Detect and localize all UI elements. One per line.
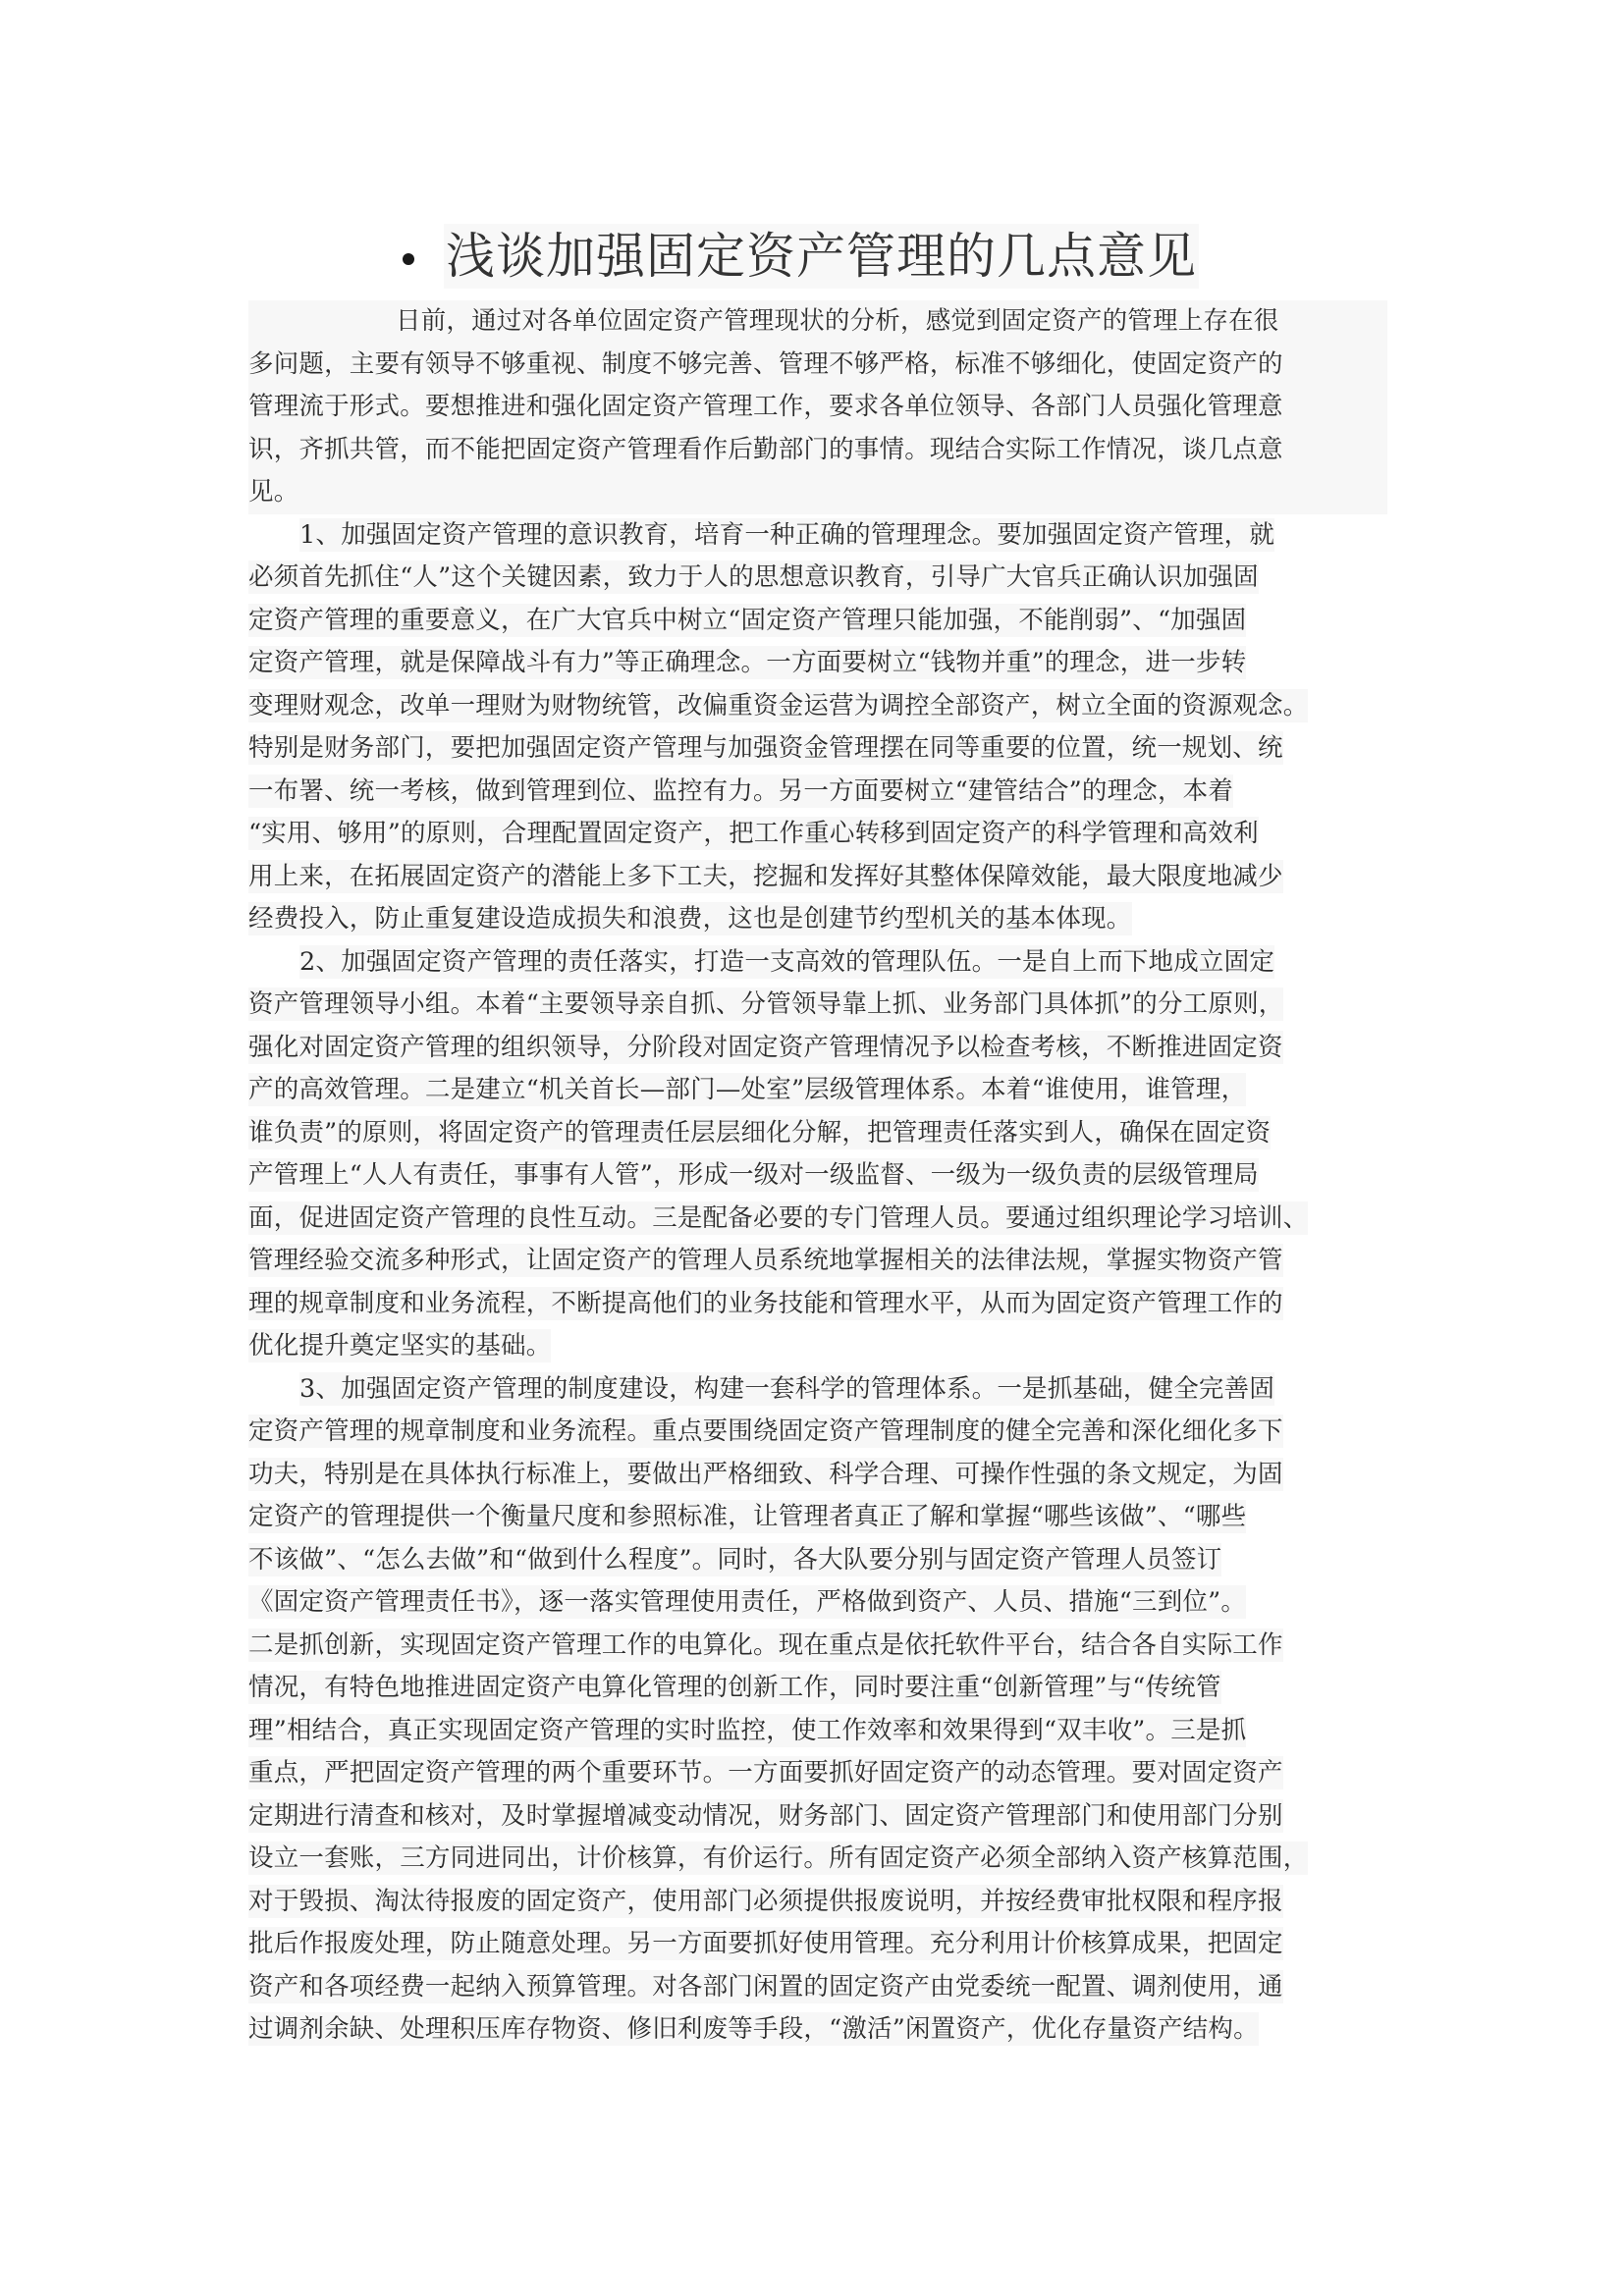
text-line-content: 强化对固定资产管理的组织领导，分阶段对固定资产管理情况予以检查考核，不断推进固定资 (248, 1032, 1283, 1062)
text-line-content: 设立一套账，三方同进同出，计价核算，有价运行。所有固定资产必须全部纳入资产核算范围， (248, 1843, 1309, 1873)
text-line-content: 必须首先抓住“人”这个关键因素，致力于人的思想意识教育，引导广大官兵正确认识加强固 (248, 562, 1259, 592)
text-line (248, 727, 1387, 771)
text-line (248, 1368, 1387, 1412)
text-line (248, 1198, 1387, 1241)
text-line (248, 685, 1387, 728)
text-line (248, 514, 1387, 558)
text-line-content: 对于毁损、淘汰待报废的固定资产，使用部门必须提供报废说明，并按经费审批权限和程序报 (248, 1886, 1283, 1916)
text-line-content: 产的高效管理。二是建立“机关首长—部门—处室”层级管理体系。本着“谁使用，谁管理， (248, 1075, 1247, 1104)
text-line-content: 不该做”、“怎么去做”和“做到什么程度”。同时，各大队要分别与固定资产管理人员签订 (248, 1544, 1222, 1575)
text-line (248, 1625, 1387, 1668)
document-title: 浅谈加强固定资产管理的几点意见 (444, 224, 1199, 289)
paragraph-intro (248, 300, 1387, 514)
bullet-icon (403, 253, 414, 265)
text-line (248, 2008, 1387, 2052)
text-line-content: 2、加强固定资产管理的责任落实，打造一支高效的管理队伍。一是自上而下地成立固定 (299, 946, 1275, 977)
text-line (248, 642, 1387, 685)
text-line (248, 1923, 1387, 1966)
text-line-content: 经费投入，防止重复建设造成损失和浪费，这也是创建节约型机关的基本体现。 (248, 904, 1132, 934)
text-line (248, 1710, 1387, 1753)
text-line: 见。 (248, 477, 299, 507)
text-line-content: 特别是财务部门，要把加强固定资产管理与加强资金管理摆在同等重要的位置，统一规划、统 (248, 733, 1283, 763)
text-line-content: 批后作报废处理，防止随意处理。另一方面要抓好使用管理。充分利用计价核算成果，把固定 (248, 1929, 1283, 1958)
text-line (248, 771, 1387, 814)
text-line-content: 变理财观念，改单一理财为财物统管，改偏重资金运营为调控全部资产，树立全面的资源观念。 (248, 690, 1309, 721)
text-line: 识，齐抓共管，而不能把固定资产管理看作后勤部门的事情。现结合实际工作情况，谈几点意 (248, 434, 1283, 464)
text-line (248, 1069, 1387, 1112)
text-line-content: 定期进行清查和核对，及时掌握增减变动情况，财务部门、固定资产管理部门和使用部门分别 (248, 1800, 1283, 1831)
text-line-content: 一布署、统一考核，做到管理到位、监控有力。另一方面要树立“建管结合”的理念，本着 (248, 775, 1234, 806)
text-line-content: 定资产管理的重要意义，在广大官兵中树立“固定资产管理只能加强，不能削弱”、“加强固 (248, 605, 1247, 635)
text-line (248, 600, 1387, 643)
text-line (248, 1838, 1387, 1881)
text-line-content: 面，促进固定资产管理的良性互动。三是配备必要的专门管理人员。要通过组织理论学习培训、 (248, 1202, 1309, 1233)
text-line (248, 856, 1387, 899)
text-line-content: “实用、够用”的原则，合理配置固定资产，把工作重心转移到固定资产的科学管理和高效利 (248, 819, 1259, 848)
text-line-content: 3、加强固定资产管理的制度建设，构建一套科学的管理体系。一是抓基础，健全完善固 (299, 1373, 1275, 1404)
text-line: 管理流于形式。要想推进和强化固定资产管理工作，要求各单位领导、各部门人员强化管理意 (248, 392, 1283, 421)
paragraph-point-1 (248, 514, 1387, 941)
text-line (248, 557, 1387, 600)
title-row (403, 222, 1199, 291)
text-line (248, 1240, 1387, 1283)
text-line (248, 1581, 1387, 1625)
paragraph-point-3 (248, 1368, 1387, 2052)
text-line (248, 1154, 1387, 1198)
text-line-content: 产管理上“人人有责任，事事有人管”，形成一级对一级监督、一级为一级负责的层级管理局 (248, 1160, 1259, 1190)
text-line-content: 理的规章制度和业务流程，不断提高他们的业务技能和管理水平，从而为固定资产管理工作的 (248, 1288, 1283, 1318)
text-line (248, 1539, 1387, 1582)
text-line-content: 二是抓创新，实现固定资产管理工作的电算化。现在重点是依托软件平台，结合各自实际工作 (248, 1629, 1283, 1660)
text-line (248, 1752, 1387, 1795)
text-line (248, 1283, 1387, 1326)
text-line-content: 1、加强固定资产管理的意识教育，培育一种正确的管理理念。要加强固定资产管理，就 (299, 519, 1275, 550)
text-line (248, 1411, 1387, 1454)
text-line (248, 1325, 1387, 1368)
text-line-content: 用上来，在拓展固定资产的潜能上多下工夫，挖掘和发挥好其整体保障效能，最大限度地减少 (248, 861, 1283, 891)
text-line: 多问题，主要有领导不够重视、制度不够完善、管理不够严格，标准不够细化，使固定资产的 (248, 348, 1283, 379)
text-line-content: 定资产管理，就是保障战斗有力”等正确理念。一方面要树立“钱物并重”的理念，进一步转 (248, 648, 1247, 677)
text-line (248, 984, 1387, 1027)
text-line-content: 优化提升奠定坚实的基础。 (248, 1331, 552, 1361)
text-line-content: 理”相结合，真正实现固定资产管理的实时监控，使工作效率和效果得到“双丰收”。三是抓 (248, 1715, 1247, 1745)
text-line: 日前，通过对各单位固定资产管理现状的分析，感觉到固定资产的管理上存在很 (396, 306, 1279, 336)
text-line-content: 定资产的管理提供一个衡量尺度和参照标准，让管理者真正了解和掌握“哪些该做”、“哪些 (248, 1502, 1247, 1531)
text-line-content: 管理经验交流多种形式，让固定资产的管理人员系统地掌握相关的法律法规，掌握实物资产管 (248, 1246, 1283, 1275)
text-line-content: 情况，有特色地推进固定资产电算化管理的创新工作，同时要注重“创新管理”与“传统管 (248, 1673, 1221, 1702)
document-body (248, 300, 1387, 2052)
text-line (248, 1795, 1387, 1839)
text-line-content: 功夫，特别是在具体执行标准上，要做出严格细致、科学合理、可操作性强的条文规定，为固 (248, 1459, 1283, 1489)
text-line-content: 资产和各项经费一起纳入预算管理。对各部门闲置的固定资产由党委统一配置、调剂使用，通 (248, 1971, 1283, 2002)
text-line (248, 1966, 1387, 2009)
text-line (248, 898, 1387, 941)
paragraph-point-2 (248, 941, 1387, 1368)
text-line (248, 1667, 1387, 1710)
text-line-content: 谁负责”的原则，将固定资产的管理责任层层细化分解，把管理责任落实到人，确保在固定资 (248, 1117, 1272, 1148)
text-line-content: 定资产管理的规章制度和业务流程。重点要围绕固定资产管理制度的健全完善和深化细化多下 (248, 1416, 1283, 1446)
text-line-content: 过调剂余缺、处理积压库存物资、修旧利废等手段，“激活”闲置资产，优化存量资产结构。 (248, 2014, 1259, 2044)
text-line (248, 1027, 1387, 1070)
text-line (248, 1112, 1387, 1155)
text-line (248, 941, 1387, 985)
text-line (248, 1454, 1387, 1497)
text-line (248, 1881, 1387, 1924)
text-line-content: 重点，严把固定资产管理的两个重要环节。一方面要抓好固定资产的动态管理。要对固定资产 (248, 1758, 1283, 1788)
text-line-content: 《固定资产管理责任书》，逐一落实管理使用责任，严格做到资产、人员、措施“三到位”。 (248, 1587, 1247, 1617)
text-line-content: 资产管理领导小组。本着“主要领导亲自抓、分管领导靠上抓、业务部门具体抓”的分工原则， (248, 989, 1284, 1019)
text-line (248, 813, 1387, 856)
text-line (248, 1496, 1387, 1539)
